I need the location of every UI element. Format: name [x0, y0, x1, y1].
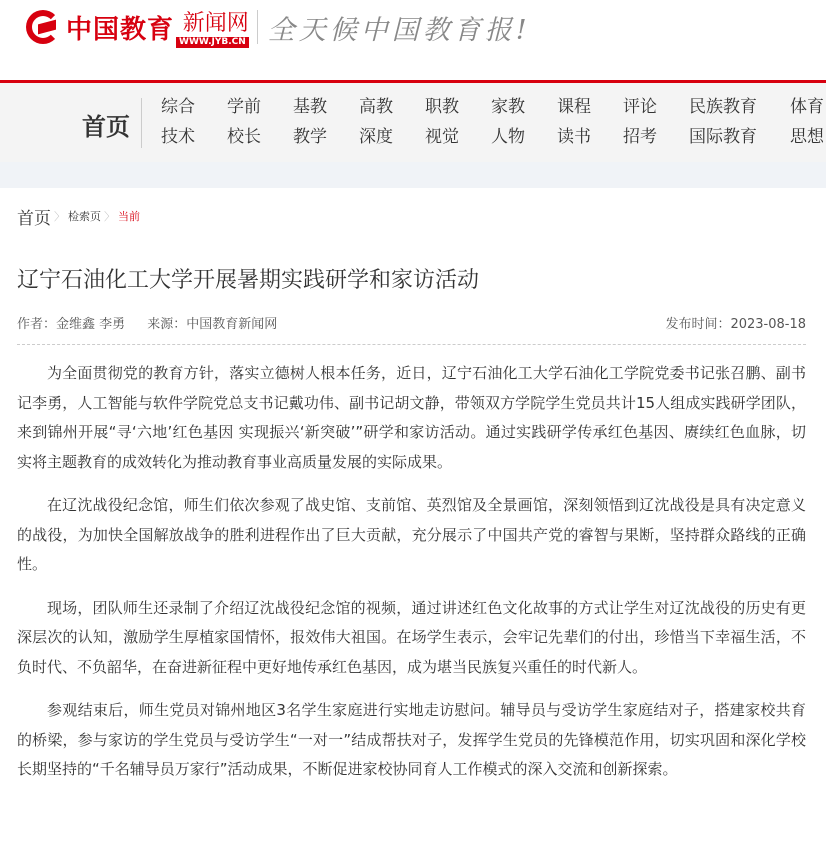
nav-link[interactable]: 思想 — [790, 127, 824, 147]
main-nav — [0, 83, 826, 162]
nav-link[interactable]: 高教 — [359, 97, 393, 117]
publish-date: 发布时间：2023-08-18 — [665, 317, 806, 332]
breadcrumb-separator: 〉 — [54, 210, 65, 223]
nav-link[interactable]: 视觉 — [425, 127, 459, 147]
breadcrumb — [17, 188, 806, 228]
paragraph: 现场，团队师生还录制了介绍辽沈战役纪念馆的视频，通过讲述红色文化故事的方式让学生对辽沈战役的历史有更深层次的认知，激励学生厚植家国情怀，报效伟大祖国。在场学生表示，会牢记先辈们的付出，珍惜当下幸福生活，不负时代、不负韶华，在奋进新征程中更好地传承红色基因，成为堪当民族复兴重任的时代新人。 — [17, 598, 806, 676]
nav-link[interactable]: 职教 — [425, 97, 459, 117]
article-source: 来源：中国教育新闻网 — [147, 317, 278, 332]
nav-link[interactable]: 读书 — [557, 127, 591, 147]
nav-link[interactable]: 技术 — [161, 127, 195, 147]
nav-link[interactable]: 评论 — [623, 97, 657, 117]
breadcrumb-separator: 〉 — [104, 210, 115, 223]
nav-link[interactable]: 教学 — [293, 127, 327, 147]
paragraph: 参观结束后，师生党员对锦州地区3名学生家庭进行实地走访慰问。辅导员与受访学生家庭结对子，搭建家校共育的桥梁，参与家访的学生党员与受访学生“一对一”结成帮扶对子，发挥学生党员的先锋模范作用，切实巩固和深化学校长期坚持的“千名辅导员万家行”活动成果，不断促进家校协同育人工作模式的深入交流和创新探索。 — [17, 701, 806, 778]
nav-link[interactable]: 国际教育 — [689, 127, 757, 147]
divider — [141, 98, 142, 148]
divider — [257, 10, 258, 44]
nav-link[interactable]: 家教 — [491, 97, 525, 117]
article-author: 作者：金维鑫 李勇 — [17, 317, 126, 332]
article-meta — [17, 313, 806, 345]
nav-link[interactable]: 人物 — [491, 127, 525, 147]
paragraph: 在辽沈战役纪念馆，师生们依次参观了战史馆、支前馆、英烈馆及全景画馆，深刻领悟到辽沈战役是具有决定意义的战役，为加快全国解放战争的胜利进程作出了巨大贡献，充分展示了中国共产党的睿智与果断，坚持群众路线的正确性。 — [17, 496, 806, 573]
nav-link[interactable]: 学前 — [227, 97, 261, 117]
nav-link[interactable]: 深度 — [359, 127, 393, 147]
nav-link[interactable]: 校长 — [227, 127, 261, 147]
paragraph: 为全面贯彻党的教育方针，落实立德树人根本任务，近日，辽宁石油化工大学石油化工学院党委书记张召鹏、副书记李勇，人工智能与软件学院党总支书记戴功伟、副书记胡文静，带领双方学院学生党员共计15人组成实践研学团队，来到锦州开展“寻‘六地’红色基因 实现振兴‘新突破’”研学和家访活动。通过实践研学传承红色基因、赓续红色血脉，切实将主题教育的成效转化为推动教育事业高质量发展的实际成果。 — [17, 364, 806, 471]
nav-link[interactable]: 基教 — [293, 97, 327, 117]
nav-link[interactable]: 体育 — [790, 97, 824, 117]
nav-link[interactable]: 招考 — [623, 127, 657, 147]
nav-links — [161, 95, 826, 149]
page-background — [0, 162, 826, 188]
logo-emblem-icon — [26, 10, 60, 44]
article-body — [17, 345, 806, 785]
logo-text: 中国教育 — [66, 14, 175, 45]
breadcrumb-search[interactable]: 检索页 — [68, 210, 101, 223]
nav-link[interactable]: 课程 — [557, 97, 591, 117]
nav-link[interactable]: 综合 — [161, 97, 195, 117]
breadcrumb-home[interactable]: 首页 — [17, 208, 51, 229]
logo-news-text: 新闻网 — [182, 11, 249, 36]
nav-home[interactable]: 首页 — [82, 113, 130, 141]
site-logo[interactable] — [26, 6, 531, 48]
article-title: 辽宁石油化工大学开展暑期实践研学和家访活动 — [17, 268, 480, 293]
article-card — [3, 188, 826, 785]
nav-link[interactable]: 民族教育 — [689, 97, 757, 117]
logo-url: WWW.JYB.CN — [176, 37, 249, 48]
slogan: 全天候中国教育报! — [267, 14, 531, 46]
site-header — [0, 0, 826, 80]
breadcrumb-current: 当前 — [118, 210, 140, 223]
